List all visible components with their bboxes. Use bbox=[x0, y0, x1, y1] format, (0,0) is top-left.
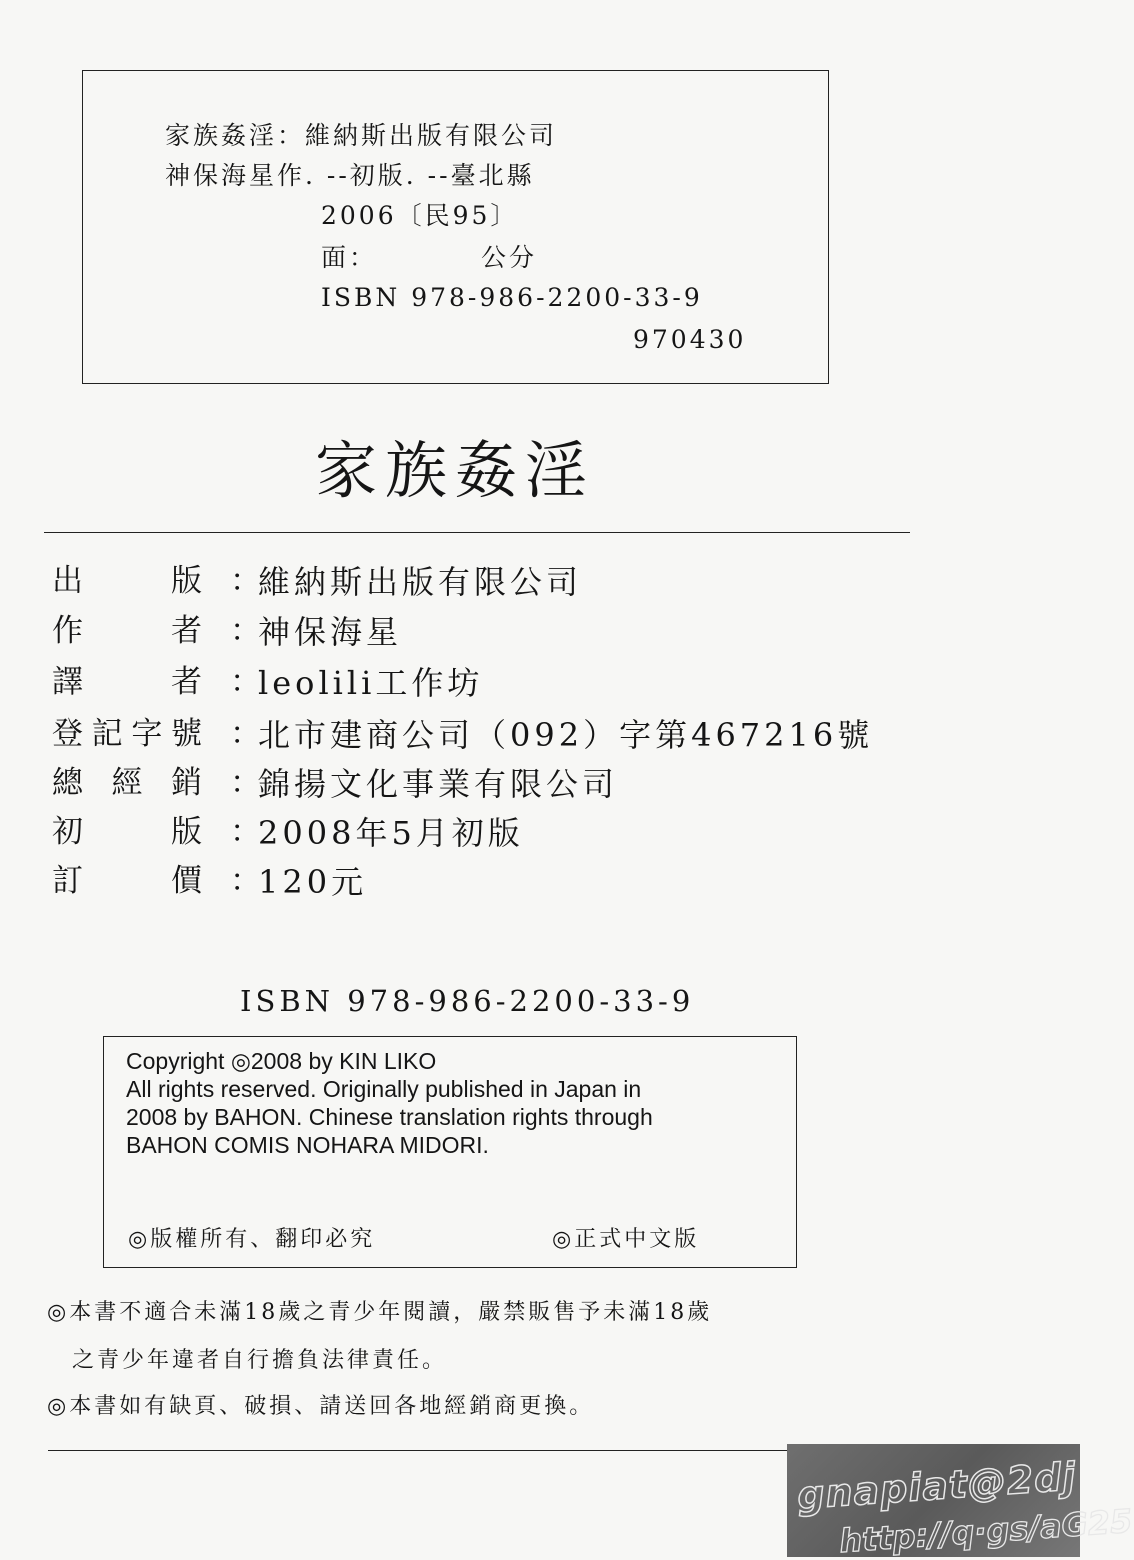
copyright-line: Copyright ◎2008 by KIN LIKO bbox=[126, 1048, 437, 1074]
info-value: 120元 bbox=[258, 863, 368, 901]
cip-line-author-edition: 神保海星作. --初版. --臺北縣 bbox=[165, 161, 535, 190]
info-label-char: 記 bbox=[91, 716, 123, 752]
info-value: 北市建商公司（092）字第467216號 bbox=[258, 716, 874, 754]
info-colon: ： bbox=[230, 814, 261, 850]
info-label bbox=[52, 664, 202, 700]
cip-line-size-unit: 公分 bbox=[481, 243, 538, 272]
copyright-line: 2008 by BAHON. Chinese translation rights through bbox=[126, 1104, 653, 1130]
info-label-char: 者 bbox=[171, 613, 202, 649]
bottom-divider bbox=[48, 1450, 910, 1451]
cip-line-pages-label: 面： bbox=[321, 243, 378, 272]
info-label-char: 總 bbox=[52, 765, 83, 801]
info-label-char: 號 bbox=[170, 716, 202, 752]
watermark-line: http://q·gs/aG25 bbox=[838, 1501, 1134, 1560]
info-colon: ： bbox=[230, 765, 261, 801]
info-value: 維納斯出版有限公司 bbox=[258, 563, 583, 601]
info-value: 神保海星 bbox=[258, 613, 403, 651]
book-title: 家族姦淫 bbox=[314, 434, 595, 507]
info-label-char: 字 bbox=[131, 716, 163, 752]
info-value: 錦揚文化事業有限公司 bbox=[258, 765, 619, 803]
copyright-box bbox=[103, 1036, 797, 1268]
info-label bbox=[52, 716, 202, 752]
cip-line-code: 970430 bbox=[633, 325, 747, 354]
isbn: ISBN 978-986-2200-33-9 bbox=[240, 984, 695, 1018]
info-label-char: 經 bbox=[111, 765, 143, 801]
damage-replacement-notice: ◎本書如有缺頁、破損、請送回各地經銷商更換。 bbox=[47, 1394, 595, 1419]
info-label bbox=[52, 765, 202, 801]
info-label-char: 版 bbox=[171, 814, 202, 850]
info-label-char: 譯 bbox=[52, 664, 83, 700]
info-colon: ： bbox=[230, 863, 261, 899]
official-edition-note: ◎正式中文版 bbox=[552, 1227, 700, 1252]
info-label-char: 銷 bbox=[171, 765, 202, 801]
info-label-char: 訂 bbox=[52, 863, 83, 899]
info-label-char: 版 bbox=[171, 563, 202, 599]
info-label-char: 初 bbox=[52, 814, 83, 850]
info-colon: ： bbox=[230, 664, 261, 700]
rights-reserved-note: ◎版權所有、翻印必究 bbox=[128, 1227, 376, 1252]
age-restriction-notice: ◎本書不適合未滿18歲之青少年閱讀，嚴禁販售予未滿18歲 bbox=[47, 1300, 713, 1325]
info-label-char: 登 bbox=[52, 716, 83, 752]
info-label bbox=[52, 563, 202, 599]
info-label-char: 出 bbox=[52, 563, 83, 599]
info-colon: ： bbox=[230, 613, 261, 649]
cip-line-title-publisher: 家族姦淫：維納斯出版有限公司 bbox=[165, 121, 558, 150]
info-colon: ： bbox=[230, 563, 261, 599]
cip-line-year: 2006〔民95〕 bbox=[321, 201, 519, 230]
info-value: 2008年5月初版 bbox=[258, 814, 524, 852]
watermark-line: gnapiat@2dj bbox=[795, 1454, 1078, 1518]
info-label-char: 價 bbox=[171, 863, 202, 899]
age-restriction-notice-cont: 之青少年違者自行擔負法律責任。 bbox=[72, 1348, 448, 1373]
info-label bbox=[52, 863, 202, 899]
info-value: leolili工作坊 bbox=[258, 664, 484, 702]
info-label bbox=[52, 613, 202, 649]
info-colon: ： bbox=[230, 716, 261, 752]
info-label bbox=[52, 814, 202, 850]
copyright-line: BAHON COMIS NOHARA MIDORI. bbox=[126, 1132, 489, 1158]
copyright-line: All rights reserved. Originally published in Japan in bbox=[126, 1076, 642, 1102]
info-label-char: 作 bbox=[52, 613, 83, 649]
title-divider bbox=[44, 532, 910, 533]
cip-line-isbn: ISBN 978-986-2200-33-9 bbox=[321, 283, 703, 312]
info-label-char: 者 bbox=[171, 664, 202, 700]
watermark-stamp bbox=[787, 1444, 1134, 1560]
cip-box bbox=[82, 70, 829, 384]
